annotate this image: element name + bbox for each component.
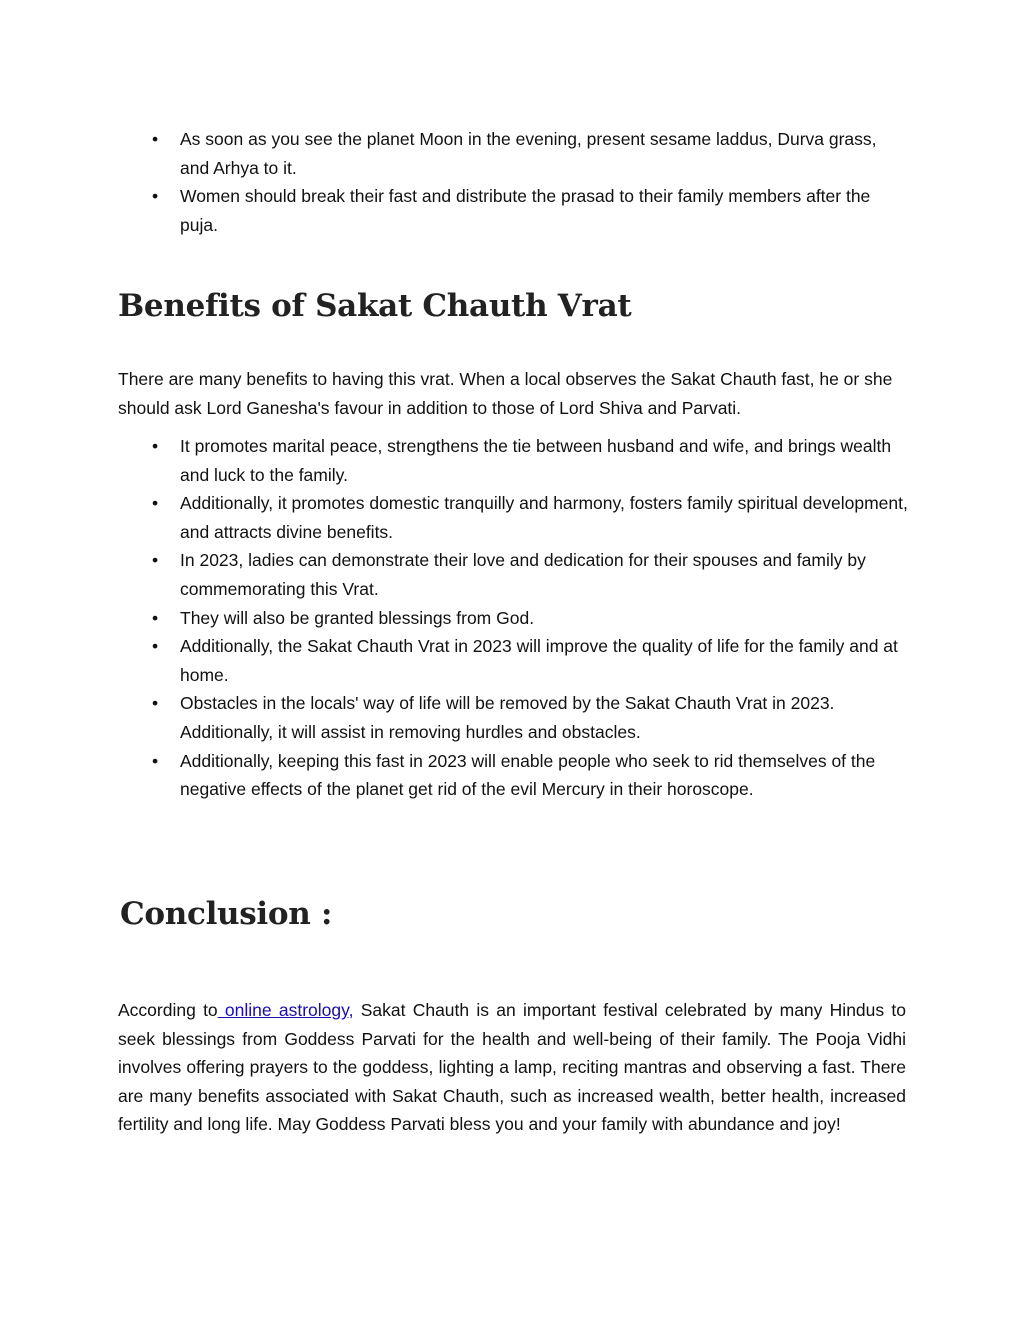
list-item-text: Women should break their fast and distribute the prasad to their family members after the puja. [180,186,871,235]
benefits-list [118,432,908,804]
list-item-text: They will also be granted blessings from God. [180,607,535,628]
conclusion-heading: Conclusion : [120,896,333,932]
conclusion-text-start: According to [118,1000,218,1020]
bullet-icon: • [152,693,159,714]
conclusion-text-rest: Sakat Chauth is an important festival celebrated by many Hindus to seek blessings from Goddess Parvati for the health and well-being of their family. The Pooja Vidhi involves offering prayers to the goddess, lighting a lamp, reciting mantras and observing a fast. There are many benefits associated with Sakat Chauth, such as increased wealth, better health, increased fertility and long life. May Goddess Parvati bless you and your family with abundance and joy! [118,1000,906,1135]
list-item [118,632,908,689]
list-item [118,432,908,489]
list-item-text: Additionally, keeping this fast in 2023 will enable people who seek to rid themselves of the negative effects of the planet get rid of the evil Mercury in their horoscope. [180,750,876,800]
list-item [118,182,908,239]
list-item [118,546,908,603]
benefits-heading: Benefits of Sakat Chauth Vrat [118,288,632,324]
list-item [118,125,908,182]
bullet-icon: • [152,607,159,628]
bullet-icon: • [152,636,159,657]
online-astrology-link[interactable]: online astrology, [217,1000,354,1020]
list-item-text: As soon as you see the planet Moon in the evening, present sesame laddus, Durva grass, and Arhya to it. [180,129,877,178]
list-item-text: Obstacles in the locals' way of life will be removed by the Sakat Chauth Vrat in 2023. Additionally, it will assist in removing hurdles and obstacles. [180,693,835,742]
list-item-text: It promotes marital peace, strengthens the tie between husband and wife, and brings wealth and luck to the family. [180,436,892,485]
benefits-intro-paragraph: There are many benefits to having this vrat. When a local observes the Sakat Chauth fast, he or she should ask Lord Ganesha's favour in addition to those of Lord Shiva and Parvati. [118,369,893,418]
bullet-icon: • [152,186,159,207]
bullet-icon: • [152,550,159,571]
list-item-text: Additionally, the Sakat Chauth Vrat in 2023 will improve the quality of life for the family and at home. [180,636,898,685]
bullet-icon: • [152,436,159,456]
list-item [118,604,908,633]
conclusion-paragraph [118,996,906,1139]
list-item [118,689,908,746]
list-item [118,747,908,804]
puja-steps-list [118,125,908,239]
bullet-icon: • [152,129,159,149]
list-item-text: In 2023, ladies can demonstrate their love and dedication for their spouses and family by commemorating this Vrat. [180,550,866,599]
list-item-text: Additionally, it promotes domestic tranquilly and harmony, fosters family spiritual development, and attracts divine benefits. [180,493,908,542]
bullet-icon: • [152,750,159,771]
list-item [118,489,908,546]
bullet-icon: • [152,493,159,514]
